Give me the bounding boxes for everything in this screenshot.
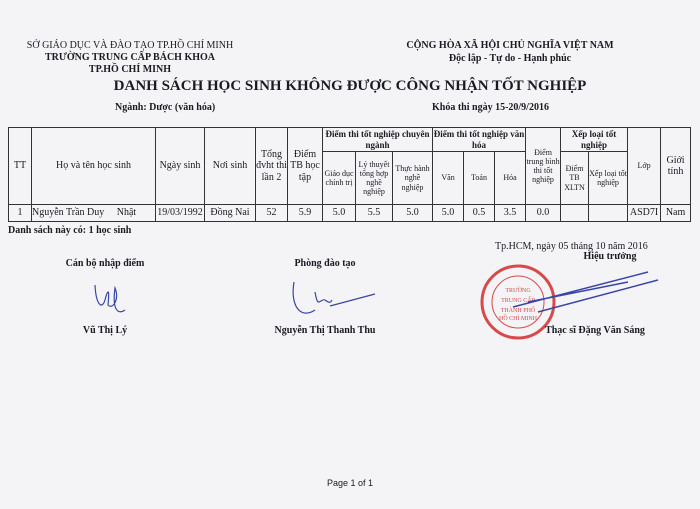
cell-practice: 5.0 [393, 205, 433, 222]
school-city: TP.HỒ CHÍ MINH [88, 64, 172, 75]
col-theory: Lý thuyết tổng hợp nghề nghiệp [356, 152, 393, 205]
col-practice: Thực hành nghề nghiệp [393, 152, 433, 205]
col-chemistry: Hóa [495, 152, 526, 205]
cell-dob: 19/03/1992 [156, 205, 205, 222]
cell-tt: 1 [9, 205, 32, 222]
signer-role-3: Hiệu trưởng [583, 251, 637, 262]
signer-name-3: Thạc sĩ Đặng Văn Sáng [545, 325, 645, 336]
cell-credits: 52 [256, 205, 288, 222]
student-table [8, 127, 691, 222]
col-class: Lớp [628, 128, 661, 205]
svg-text:HỒ CHÍ MINH: HỒ CHÍ MINH [499, 316, 537, 322]
signer-name-2: Nguyễn Thị Thanh Thu [274, 325, 376, 336]
motto: Độc lập - Tự do - Hạnh phúc [448, 53, 572, 64]
cell-chemistry: 3.5 [495, 205, 526, 222]
cell-rank-score [561, 205, 589, 222]
cell-rank [589, 205, 628, 222]
signer-role-1: Cán bộ nhập điểm [65, 258, 145, 269]
cell-sex: Nam [661, 205, 691, 222]
cell-avg: 0.0 [526, 205, 561, 222]
col-literature: Văn [433, 152, 464, 205]
col-rank: Xếp loại tốt nghiệp [589, 152, 628, 205]
svg-text:THÀNH PHỐ: THÀNH PHỐ [500, 308, 536, 314]
col-avg: Điểm trung bình thi tốt nghiệp [526, 128, 561, 205]
page-number: Page 1 of 1 [326, 478, 374, 488]
cell-literature: 5.0 [433, 205, 464, 222]
svg-text:TRƯỜNG: TRƯỜNG [505, 288, 531, 294]
col-sex: Giới tính [661, 128, 691, 205]
school-name: TRƯỜNG TRUNG CẤP BÁCH KHOA [44, 52, 215, 63]
col-tt: TT [9, 128, 32, 205]
cell-class: ASD7I [628, 205, 661, 222]
col-politics: Giáo dục chính trị [323, 152, 356, 205]
col-credits: Tổng đvht thi lần 2 [256, 128, 288, 205]
exam-date: Khóa thi ngày 15-20/9/2016 [432, 102, 549, 113]
dept-name: SỞ GIÁO DỤC VÀ ĐÀO TẠO TP.HỒ CHÍ MINH [26, 40, 234, 51]
cell-gpa: 5.9 [288, 205, 323, 222]
signer-name-1: Vũ Thị Lý [82, 325, 128, 336]
cell-math: 0.5 [464, 205, 495, 222]
col-pob: Nơi sinh [205, 128, 256, 205]
signature-1 [90, 280, 130, 320]
col-rank-score: Điểm TB XLTN [561, 152, 589, 205]
cell-theory: 5.5 [356, 205, 393, 222]
major: Ngành: Dược (văn hóa) [115, 102, 216, 113]
col-name: Họ và tên học sinh [32, 128, 156, 205]
table-row [9, 205, 691, 222]
col-dob: Ngày sinh [156, 128, 205, 205]
col-math: Toán [464, 152, 495, 205]
signature-2 [290, 280, 380, 320]
col-gpa: Điểm TB học tập [288, 128, 323, 205]
svg-text:TRUNG CẤP: TRUNG CẤP [501, 298, 535, 304]
col-group-rank: Xếp loại tốt nghiệp [561, 128, 628, 152]
date-line: Tp.HCM, ngày 05 tháng 10 năm 2016 [495, 241, 648, 252]
col-group-culture: Điểm thi tốt nghiệp văn hóa [433, 129, 525, 150]
col-group-major: Điểm thi tốt nghiệp chuyên ngành [323, 128, 433, 152]
country-title: CỘNG HÒA XÃ HỘI CHỦ NGHĨA VIỆT NAM [406, 40, 614, 51]
cell-name: Nguyễn Trần Duy Nhật [32, 205, 156, 222]
cell-politics: 5.0 [323, 205, 356, 222]
summary: Danh sách này có: 1 học sinh [8, 225, 132, 236]
page-title: DANH SÁCH HỌC SINH KHÔNG ĐƯỢC CÔNG NHẬN TỐT NGHIỆP [113, 78, 587, 94]
signer-role-2: Phòng đào tạo [294, 258, 356, 269]
cell-pob: Đồng Nai [205, 205, 256, 222]
